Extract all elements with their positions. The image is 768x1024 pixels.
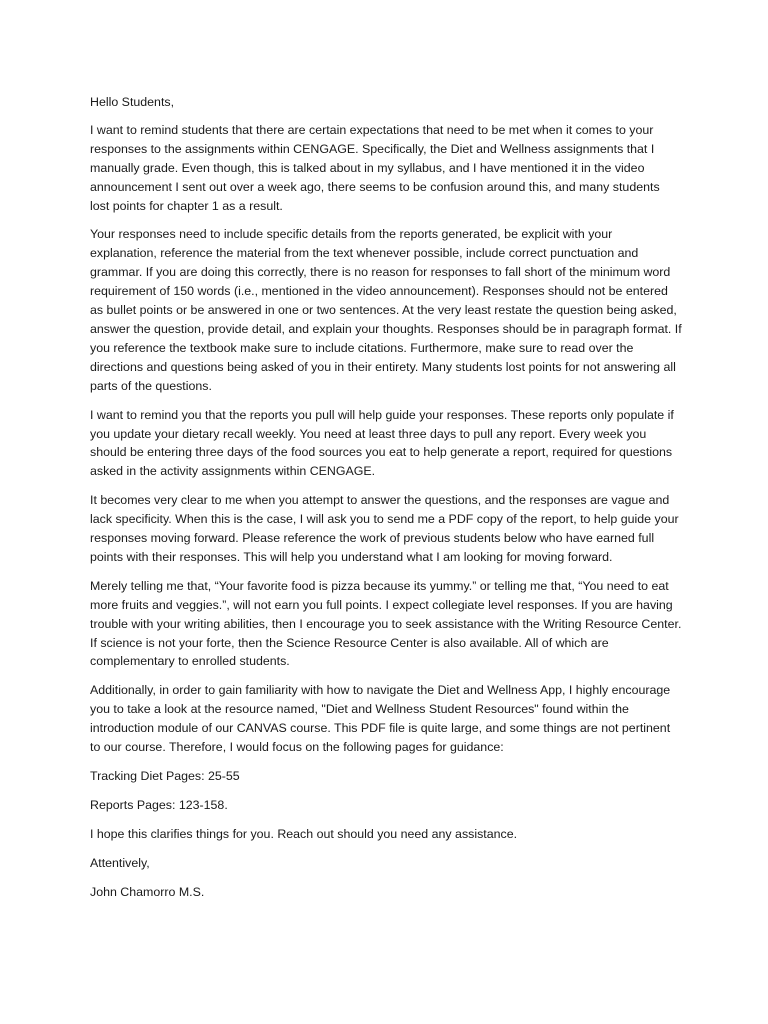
signature: John Chamorro M.S. xyxy=(90,884,205,899)
sign-off: Attentively, xyxy=(90,855,150,870)
paragraph-reports: I want to remind you that the reports you pull will help guide your responses. These reports only populate if you update your dietary recall weekly. You need at least three days to pull any report. Every week you should be entering three days of the food sources you eat to help generate a report, required for questions asked in the activity assignments within CENGAGE. xyxy=(90,407,674,479)
greeting: Hello Students, xyxy=(90,95,175,109)
paragraph-response-requirements: Your responses need to include specific details from the reports generated, be explicit with your explanation, reference the material from the text whenever possible, include correct punctuation and grammar. If you are doing this correctly, there is no reason for responses to fall short of the minimum word requirement of 150 words (i.e., mentioned in the video announcement). Responses should not be entered as bullet points or be answered in one or two sentences. At the very least restate the question being asked, answer the question, provide detail, and explain your thoughts. Responses should be in paragraph format. If you reference the textbook make sure to include citations. Furthermore, make sure to read over the directions and questions being asked of you in their entirety. Many students lost points for not answering all parts of the questions. xyxy=(90,227,682,393)
closing-note: I hope this clarifies things for you. Reach out should you need any assistance. xyxy=(90,826,518,841)
paragraph-collegiate-level: Merely telling me that, “Your favorite food is pizza because its yummy.” or telling me that, “You need to eat more fruits and veggies.”, will not earn you full points. I expect collegiate level responses. If you are having trouble with your writing abilities, then I encourage you to seek assistance with the Writing Resource Center. If science is not your forte, then the Science Resource Center is also available. All of which are complementary to enrolled students. xyxy=(90,578,682,669)
paragraph-vague-responses: It becomes very clear to me when you attempt to answer the questions, and the responses are vague and lack specificity. When this is the case, I will ask you to send me a PDF copy of the report, to help guide your responses moving forward. Please reference the work of previous students below who have earned full points with their responses. This will help you understand what I am looking for moving forward. xyxy=(90,493,679,564)
paragraph-resources: Additionally, in order to gain familiarity with how to navigate the Diet and Wellness App, I highly encourage you to take a look at the resource named, "Diet and Wellness Student Resources" found within the introduction module of our CANVAS course. This PDF file is quite large, and some things are not pertinent to our course. Therefore, I would focus on the following pages for guidance: xyxy=(90,683,671,755)
letter-body xyxy=(90,93,682,912)
paragraph-expectations: I want to remind students that there are certain expectations that need to be met when it comes to your responses to the assignments within CENGAGE. Specifically, the Diet and Wellness assignments that I manually grade. Even though, this is talked about in my syllabus, and I have mentioned it in the video announcement I sent out over a week ago, there seems to be confusion around this, and many students lost points for chapter 1 as a result. xyxy=(90,122,660,213)
reports-pages-line: Reports Pages: 123-158. xyxy=(90,797,228,812)
tracking-pages-line: Tracking Diet Pages: 25-55 xyxy=(90,769,240,783)
